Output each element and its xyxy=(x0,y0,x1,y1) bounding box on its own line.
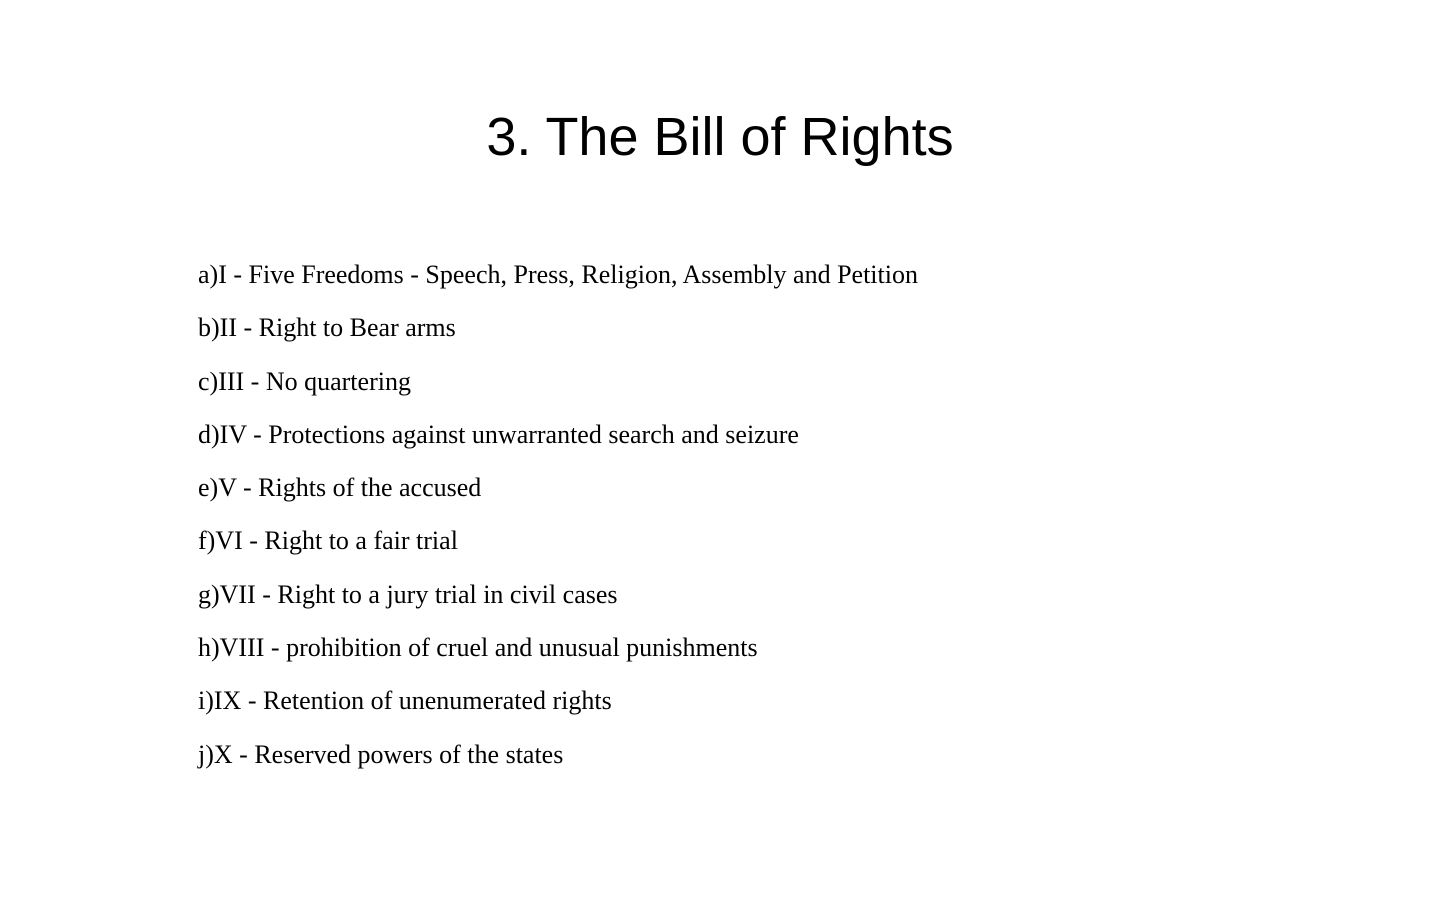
list-item-third-amendment: c)III - No quartering xyxy=(198,366,411,396)
rights-list xyxy=(198,260,918,793)
list-item-fifth-amendment: e)V - Rights of the accused xyxy=(198,473,482,503)
list-item-tenth-amendment: j)X - Reserved powers of the states xyxy=(198,739,564,769)
list-item-first-amendment: a)I - Five Freedoms - Speech, Press, Religion, Assembly and Petition xyxy=(198,260,918,289)
list-item-seventh-amendment: g)VII - Right to a jury trial in civil cases xyxy=(198,579,618,609)
list-item-fourth-amendment: d)IV - Protections against unwarranted search and seizure xyxy=(198,419,799,449)
list-item-ninth-amendment: i)IX - Retention of unenumerated rights xyxy=(198,686,612,716)
list-item-second-amendment: b)II - Right to Bear arms xyxy=(198,313,456,343)
list-item-eighth-amendment: h)VIII - prohibition of cruel and unusual punishments xyxy=(198,633,758,663)
slide-title: 3. The Bill of Rights xyxy=(486,107,954,167)
list-item-sixth-amendment: f)VI - Right to a fair trial xyxy=(198,526,458,556)
